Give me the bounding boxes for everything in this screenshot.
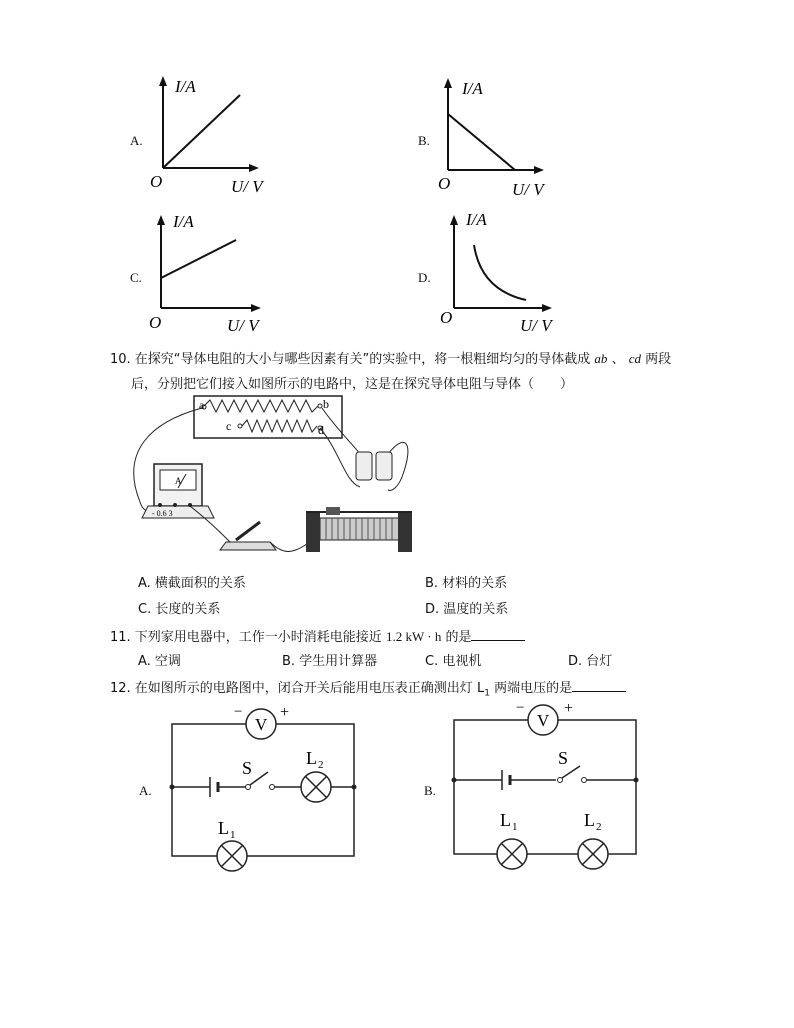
graph-curve: [474, 245, 526, 300]
label-d: d: [318, 423, 324, 437]
x-axis-label: U/ V: [231, 177, 263, 195]
q10-option-b[interactable]: B. 材料的关系: [425, 576, 508, 591]
graph-a: [145, 70, 275, 195]
q10-option-d[interactable]: D. 温度的关系: [425, 602, 509, 617]
q11-option-d[interactable]: D. 台灯: [568, 654, 613, 669]
q11-stem-part2: 的是: [445, 630, 472, 645]
x-axis-label: U/ V: [520, 316, 552, 335]
rheostat-slider: [326, 507, 340, 515]
option-c-label: C.: [130, 270, 142, 285]
option-d-label: D.: [418, 270, 431, 285]
q11-option-a[interactable]: A. 空调: [138, 654, 181, 669]
lamp-l1-sub: 1: [230, 829, 236, 841]
y-axis-label: I/A: [175, 77, 196, 96]
lamp-l2-label: L: [306, 748, 317, 768]
lamp-l1-label: L: [218, 818, 229, 838]
label-b: b: [323, 397, 329, 411]
graph-line: [163, 95, 240, 168]
q10-stem-part1: 10. 在探究“导体电阻的大小与哪些因素有关”的实验中，将一根粗细均匀的导体截成: [110, 352, 591, 367]
x-axis-label: U/ V: [512, 180, 544, 197]
q10-line2: 后，分别把它们接入如图所示的电路中，这是在探究导体电阻与导体（ ）: [131, 377, 574, 392]
q10-stem-part2: 两段: [645, 352, 672, 367]
y-axis-label: I/A: [462, 79, 483, 98]
circuit-outline: [454, 720, 636, 854]
y-axis-label: I/A: [466, 210, 487, 229]
q11-stem-part1: 11. 下列家用电器中，工作一小时消耗电能接近: [110, 630, 382, 645]
q10-line1: [110, 348, 671, 367]
graph-b: [430, 72, 565, 197]
y-axis-label: I/A: [173, 212, 194, 231]
switch-blade: [250, 772, 268, 785]
q10-apparatus-figure: [130, 392, 420, 560]
q12-stem: [110, 677, 626, 699]
origin-label: O: [438, 174, 451, 193]
q12-stem-part1: 12. 在如图所示的电路图中，闭合开关后能用电压表正确测出灯: [110, 681, 473, 696]
circuit-a-label: A.: [139, 783, 152, 798]
answer-blank[interactable]: [471, 628, 525, 641]
rheostat-end-left: [306, 512, 320, 552]
graph-line: [161, 240, 236, 278]
option-b-label: B.: [418, 133, 430, 148]
origin-label: O: [150, 172, 163, 191]
answer-blank[interactable]: [572, 679, 626, 692]
switch-label: S: [242, 758, 253, 778]
minus-sign: −: [234, 704, 243, 720]
lamp-l2-sub: 2: [596, 821, 602, 833]
var-cd: cd: [628, 351, 641, 366]
q11-option-b[interactable]: B. 学生用计算器: [282, 654, 378, 669]
voltmeter-label: V: [537, 711, 550, 730]
q11-stem: [110, 626, 525, 645]
graph-d: [436, 205, 571, 335]
label-a: a: [199, 398, 205, 412]
lamp-l1-sub: 1: [512, 821, 518, 833]
origin-label: O: [440, 308, 453, 327]
battery-1: [356, 452, 372, 480]
knife-switch: [220, 542, 276, 550]
y-arrow: [159, 76, 167, 86]
option-a-label: A.: [130, 133, 143, 148]
circuit-b-label: B.: [424, 783, 436, 798]
switch-label: S: [558, 748, 569, 768]
lamp-symbol: L: [476, 681, 485, 696]
separator: 、: [611, 352, 625, 367]
q10-option-a[interactable]: A. 横截面积的关系: [138, 576, 246, 591]
q12-stem-part2: 两端电压的是: [494, 681, 573, 696]
lamp-l2-sub: 2: [318, 759, 324, 771]
circuit-b: [442, 698, 647, 880]
lamp-l2: [578, 839, 608, 869]
graph-line: [448, 114, 515, 170]
lamp-l1: [497, 839, 527, 869]
q11-energy-value: 1.2 kW · h: [385, 629, 442, 644]
x-arrow: [249, 164, 259, 172]
lamp-subscript: 1: [484, 688, 490, 699]
q11-option-c[interactable]: C. 电视机: [425, 654, 482, 669]
var-ab: ab: [594, 351, 608, 366]
lamp-l2-label: L: [584, 810, 595, 830]
graph-c: [143, 205, 278, 335]
battery-2: [376, 452, 392, 480]
lamp-l1: [217, 841, 247, 871]
plus-sign: +: [564, 700, 574, 717]
q10-option-c[interactable]: C. 长度的关系: [138, 602, 221, 617]
ammeter-label: A: [175, 476, 182, 486]
circuit-a: [160, 698, 365, 880]
origin-label: O: [149, 313, 162, 332]
label-c: c: [226, 419, 232, 433]
ammeter-scale: - 0.6 3: [152, 509, 173, 518]
x-axis-label: U/ V: [227, 316, 259, 335]
rheostat-end-right: [398, 512, 412, 552]
voltmeter-label: V: [255, 715, 268, 734]
plus-sign: +: [280, 704, 290, 721]
lamp-l2: [301, 772, 331, 802]
lamp-l1-label: L: [500, 810, 511, 830]
minus-sign: −: [516, 700, 525, 716]
